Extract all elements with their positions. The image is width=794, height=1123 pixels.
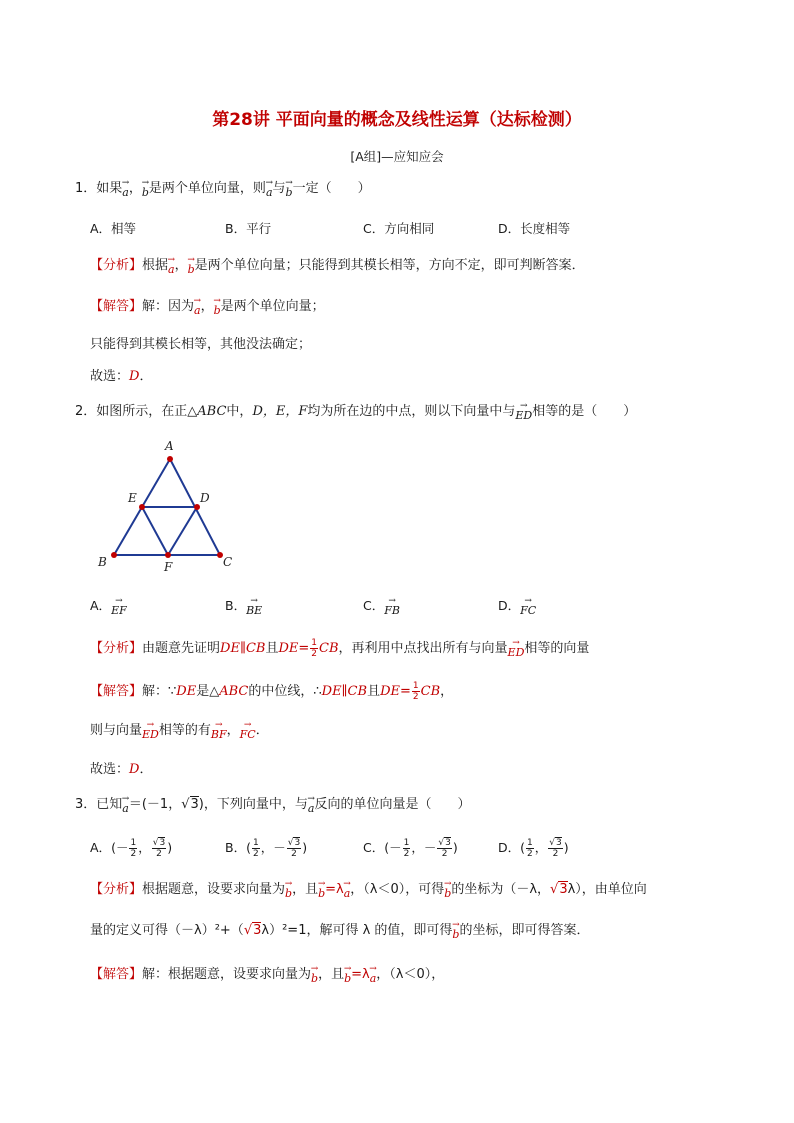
point-label-c: C xyxy=(223,555,233,569)
point-label-d: D xyxy=(200,491,210,505)
vector-b: → b xyxy=(214,298,221,316)
q3-option-d: D．( $\frac{1}{2}$ ， $\frac{√3}{2}$ ) xyxy=(498,838,569,859)
vector-a: → a xyxy=(370,966,377,984)
section-subtitle: [A组]—应知应会 xyxy=(350,149,444,164)
q1-option-b: B．平行 xyxy=(225,221,272,236)
vector-b: → b xyxy=(286,180,293,198)
q2-option-b: B．→ BE xyxy=(225,596,262,616)
q1-option-d: D．长度相等 xyxy=(498,221,571,236)
vector-a: → a xyxy=(266,180,273,198)
q3-option-c: C．(－ $\frac{1}{2}$ ，－ $\frac{√3}{2}$ ) xyxy=(363,838,458,859)
q1-answer: 【解答】解：因为→ a，→ b是两个单位向量； xyxy=(90,298,325,316)
q2-option-a: A．→ EF xyxy=(90,596,127,616)
q2-option-c: C．→ FB xyxy=(363,596,400,616)
triangle-figure xyxy=(90,432,250,572)
q2-choice: 故选：D． xyxy=(90,762,153,777)
vector-b: → b xyxy=(188,257,195,275)
question-1-stem: 1．如果→ a，→ b是两个单位向量，则→ a与→ b一定（ ） xyxy=(75,180,371,198)
q1-choice: 故选：D． xyxy=(90,369,153,384)
q3-option-b: B．( $\frac{1}{2}$ ，－ $\frac{√3}{2}$ ) xyxy=(225,838,308,859)
point-label-e: E xyxy=(128,491,137,505)
point-label-b: B xyxy=(98,555,107,569)
vector-b: → b xyxy=(344,966,351,984)
q3-option-a: A．(－ $\frac{1}{2}$ ， $\frac{√3}{2}$ ) xyxy=(90,838,173,859)
question-3-stem: 3．已知→ a＝(－1，√3)，下列向量中，与→ a反向的单位向量是（ ） xyxy=(75,796,470,814)
vector-fc: → FC xyxy=(240,722,256,740)
q2-analysis: 【分析】由题意先证明DE∥CB且DE= $\frac{1}{2}$ CB，再利用中点找出所有与向量→ ED相等的向量 xyxy=(90,638,589,659)
vector-a: → a xyxy=(194,298,201,316)
vector-ed: → ED xyxy=(142,722,159,740)
point-label-a: A xyxy=(165,439,174,453)
vector-a: → a xyxy=(122,796,129,814)
vector-b: → b xyxy=(452,922,459,940)
answer-tag: 【解答】 xyxy=(90,299,143,314)
fraction-one-half: $\frac{1}{2}$ xyxy=(311,638,318,659)
q1-analysis: 【分析】根据→ a，→ b是两个单位向量；只能得到其模长相等，方向不定，即可判断答案． xyxy=(90,257,585,275)
q1-option-c: C．方向相同 xyxy=(363,221,435,236)
vector-bf: → BF xyxy=(211,722,227,740)
q2-option-d: D．→ FC xyxy=(498,596,536,616)
vector-ed: → ED xyxy=(515,403,532,421)
vector-b: → b xyxy=(444,881,451,899)
vector-a: → a xyxy=(308,796,315,814)
answer-choice: D xyxy=(129,762,140,777)
vector-b: → b xyxy=(142,180,149,198)
answer-choice: D xyxy=(129,369,140,384)
vector-a: → a xyxy=(122,180,129,198)
analysis-tag: 【分析】 xyxy=(90,882,143,897)
fraction-one-half: $\frac{1}{2}$ xyxy=(412,681,419,702)
answer-tag: 【解答】 xyxy=(90,684,143,699)
vector-ed: → ED xyxy=(508,640,525,658)
point-label-f: F xyxy=(164,560,173,572)
vector-b: → b xyxy=(285,881,292,899)
q2-answer: 【解答】解：∵DE是△ABC的中位线，∴DE∥CB且DE= $\frac{1}{2}$ CB， xyxy=(90,681,454,702)
q3-analysis: 【分析】根据题意，设要求向量为→ b，且→ b=λ→ a，（λ＜0），可得→ b的坐标为（－λ，√3λ），由单位向 xyxy=(90,881,647,899)
vector-b: → b xyxy=(318,881,325,899)
analysis-tag: 【分析】 xyxy=(90,258,143,273)
q2-answer-line2: 则与向量→ ED相等的有→ BF，→ FC． xyxy=(90,722,269,740)
question-2-stem: 2．如图所示，在正△ABC中，D，E，F均为所在边的中点，则以下向量中与→ ED相等的是（ ） xyxy=(75,403,636,421)
vector-a: → a xyxy=(168,257,175,275)
page-title: 第28讲 平面向量的概念及线性运算（达标检测） xyxy=(212,110,582,130)
q3-analysis-line2: 量的定义可得（－λ）²+（√3λ）²=1，解可得 λ 的值，即可得→ b的坐标，即可得答案． xyxy=(90,922,589,940)
q1-answer-line2: 只能得到其模长相等，其他没法确定； xyxy=(90,337,312,352)
q3-answer: 【解答】解：根据题意，设要求向量为→ b，且→ b=λ→ a，（λ＜0）， xyxy=(90,966,444,984)
vector-b: → b xyxy=(311,966,318,984)
vector-a: → a xyxy=(344,881,351,899)
analysis-tag: 【分析】 xyxy=(90,641,143,656)
answer-tag: 【解答】 xyxy=(90,967,143,982)
q1-option-a: A．相等 xyxy=(90,221,137,236)
